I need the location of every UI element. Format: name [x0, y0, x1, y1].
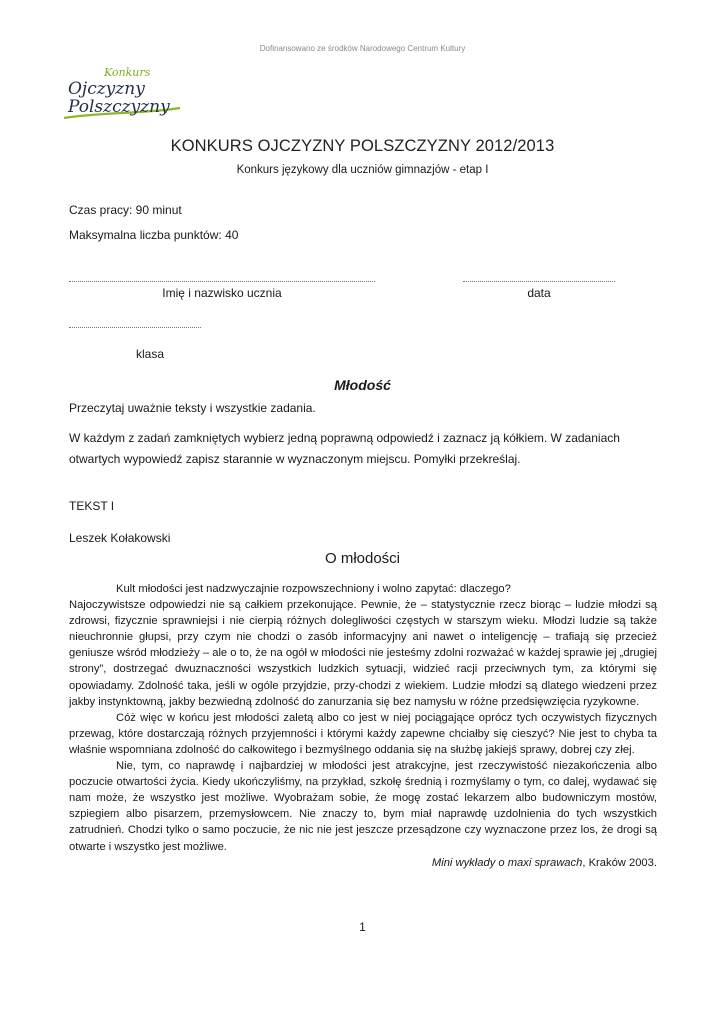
page-title: KONKURS OJCZYZNY POLSZCZYZNY 2012/2013: [170, 137, 555, 155]
logo-line1: Konkurs: [104, 66, 151, 79]
essay-source: [69, 855, 657, 871]
essay-body: [69, 581, 657, 871]
source-title: Mini wykłady o maxi sprawach: [431, 856, 583, 869]
class-line[interactable]: [69, 327, 201, 328]
source-rest: , Kraków 2003.: [582, 856, 657, 869]
time-limit: Czas pracy: 90 minut: [69, 203, 182, 217]
section-title: Młodość: [334, 377, 391, 393]
essay-p2: Cóż więc w końcu jest młodości zaletą albo co jest w niej pociągające oprócz tych oczywistych fizycznych przewag, które dostarczają różnych przyjemności i którymi każdy zapewne chciałby się cieszyć? Nie jest to chyba ta właśnie wspomniana zdolność do całkowitego i bezmyślnego oddania się na służbę jakiejś sprawy, dobrej czy złej.: [69, 711, 657, 756]
contest-logo: [62, 62, 182, 122]
text-label: TEKST I: [69, 499, 115, 513]
page-number: 1: [359, 920, 366, 934]
funding-note: Dofinansowano ze środków Narodowego Centrum Kultury: [259, 44, 466, 53]
instruction-1: Przeczytaj uważnie teksty i wszystkie zadania.: [69, 401, 316, 415]
logo-line2: Ojczyzny: [68, 79, 145, 99]
class-label: klasa: [135, 347, 164, 361]
name-line[interactable]: [69, 281, 375, 282]
logo-line3: Polszczyzny: [68, 97, 170, 117]
essay-p1-rest: Najoczywistsze odpowiedzi nie są całkiem przekonujące. Pewnie, że – statystycznie rzecz biorąc – ludzie młodzi są zdrowsi, fizycznie sprawniejsi i nie cierpią różnych dolegliwości częstych w starszym wieku. Młodzi ludzie są także nieuchronnie głupsi, przy czym nie chodzi o zasób informacyjny ani nawet o inteligencję – trafiają się przecież geniusze wśród młodzieży – ale o to, że na ogół w młodości nie jesteśmy zdolni rozważać w każdej sprawie jej „drugiej strony”, dostrzegać dwuznaczności wszystkich ludzkich sytuacji, widzieć racji przeciwnych tym, za którymi się opowiadamy. Zdolność taka, jeśli w ogóle przyjdzie, przy-chodzi z wiekiem. Ludzie młodzi są dlatego wiedzeni przez jakby instynktowną, jakby bezwiedną zdolność do zanurzania się bez namysłu w różne przedsięwzięcia ryzykowne.: [69, 599, 657, 708]
essay-p3: Nie, tym, co naprawdę i najbardziej w młodości jest atrakcyjne, jest rzeczywistość niezakończenia albo poczucie otwartości życia. Kiedy ukończyliśmy, na przykład, szkołę średnią i rozmyślamy o tym, co dalej, wydawać się nam może, że wszystko jest możliwe. Wyobrażam sobie, że mogę zostać lekarzem albo budowniczym mostów, szpiegiem albo pisarzem, przemysłowcem. Nie znaczy to, bym miał naprawdę uzdolnienia do tych wszystkich zatrudnień. Chodzi tylko o samo poczucie, że nic nie jest jeszcze przesądzone czy wyznaczone przez los, że drogi są otwarte i wszystko jest możliwe.: [69, 760, 657, 853]
date-line[interactable]: [463, 281, 615, 282]
essay-title: O młodości: [324, 550, 401, 567]
name-label: Imię i nazwisko ucznia: [162, 286, 282, 300]
page-subtitle: Konkurs językowy dla uczniów gimnazjów - etap I: [236, 164, 489, 176]
essay-p1-first: Kult młodości jest nadzwyczajnie rozpowszechniony i wolno zapytać: dlaczego?: [116, 583, 511, 595]
instruction-2: W każdym z zadań zamkniętych wybierz jedną poprawną odpowiedź i zaznacz ją kółkiem. W zadaniach otwartych wypowiedź zapisz starannie w wyznaczonym miejscu. Pomyłki przekreślaj.: [69, 431, 620, 466]
author-name: Leszek Kołakowski: [69, 531, 171, 545]
max-points: Maksymalna liczba punktów: 40: [69, 228, 239, 242]
date-label: data: [527, 286, 551, 300]
